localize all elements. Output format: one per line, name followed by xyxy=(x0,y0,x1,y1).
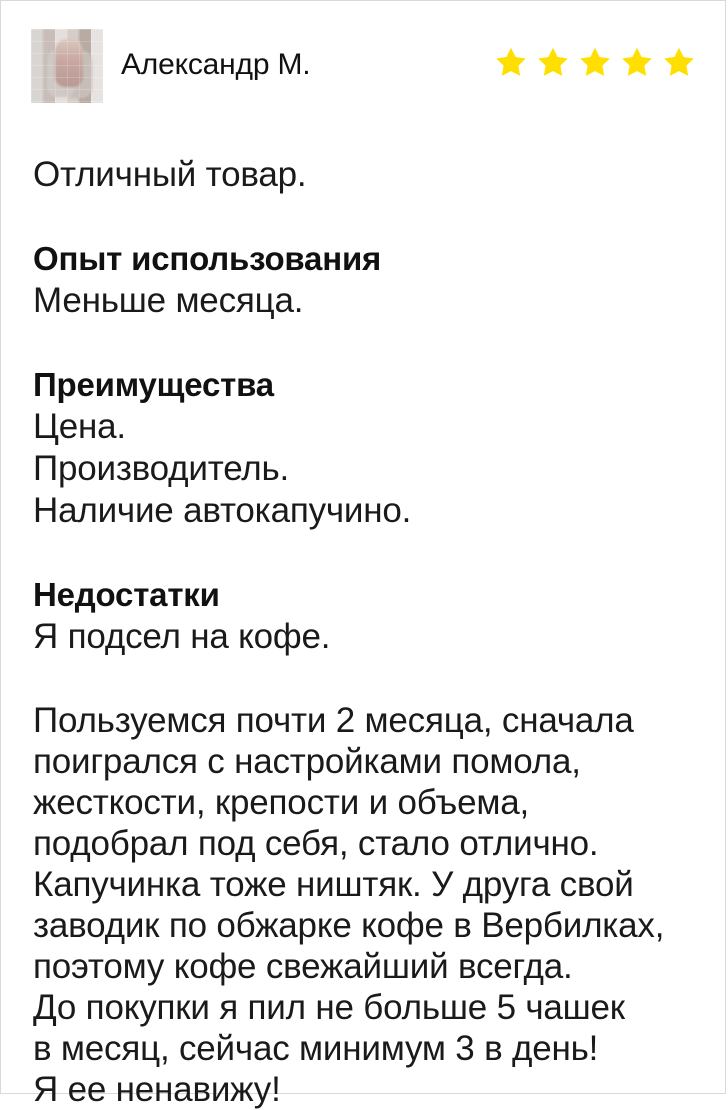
star-icon xyxy=(493,45,529,81)
pros-line: Цена. xyxy=(33,407,126,446)
review-summary: Отличный товар. xyxy=(33,155,307,194)
star-icon xyxy=(661,45,697,81)
comment-line: Пользуемся почти 2 месяца, сначала xyxy=(33,701,634,740)
usage-section xyxy=(33,238,683,322)
comment-line: Капучинка тоже ништяк. У друга свой xyxy=(33,865,634,904)
comment-line: поигрался с настройками помола, xyxy=(33,742,581,781)
comment-line: жесткости, крепости и объема, xyxy=(33,783,529,822)
comment-line: в месяц, сейчас минимум 3 в день! xyxy=(33,1029,599,1068)
avatar xyxy=(31,29,103,103)
star-icon xyxy=(619,45,655,81)
comment-line: До покупки я пил не больше 5 чашек xyxy=(33,988,625,1027)
usage-text: Меньше месяца. xyxy=(33,281,304,320)
review-header xyxy=(31,29,697,105)
pros-heading: Преимущества xyxy=(33,366,274,403)
review-content xyxy=(33,119,683,1110)
usage-heading: Опыт использования xyxy=(33,240,382,277)
pros-line: Производитель. xyxy=(33,449,290,488)
cons-text: Я подсел на кофе. xyxy=(33,617,331,656)
cons-heading: Недостатки xyxy=(33,576,220,613)
comment-line: Я ее ненавижу! xyxy=(33,1070,281,1109)
comment-line: подобрал под себя, стало отлично. xyxy=(33,824,599,863)
pros-section xyxy=(33,364,683,532)
review-comment xyxy=(33,700,683,1110)
rating-stars xyxy=(493,45,697,81)
comment-line: заводик по обжарке кофе в Вербилках, xyxy=(33,906,665,945)
star-icon xyxy=(535,45,571,81)
author-name: Александр М. xyxy=(121,48,311,81)
star-icon xyxy=(577,45,613,81)
pros-line: Наличие автокапучино. xyxy=(33,491,412,530)
cons-section xyxy=(33,574,683,658)
comment-line: поэтому кофе свежайший всегда. xyxy=(33,947,573,986)
